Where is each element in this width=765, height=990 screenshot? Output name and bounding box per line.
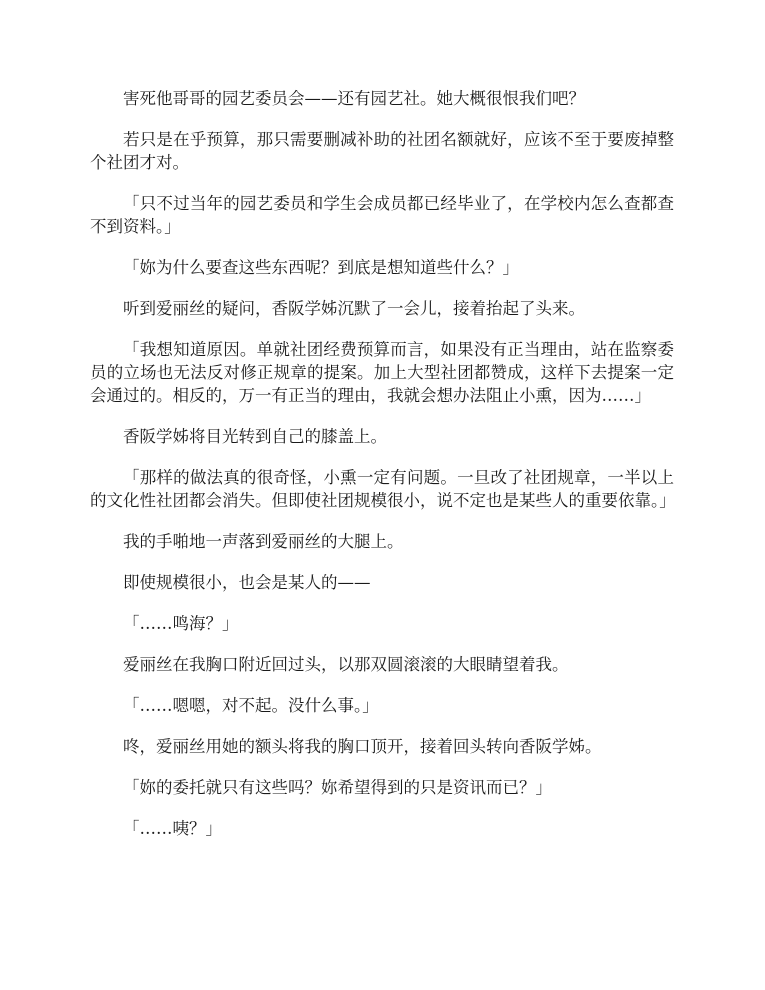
paragraph: 害死他哥哥的园艺委员会——还有园艺社。她大概很恨我们吧？ — [123, 89, 585, 108]
paragraph: 听到爱丽丝的疑问，香阪学姊沉默了一会儿，接着抬起了头来。 — [123, 299, 585, 318]
paragraph: 「妳为什么要查这些东西呢？到底是想知道些什么？」 — [123, 258, 519, 277]
paragraph: 即使规模很小，也会是某人的—— — [123, 573, 371, 592]
paragraph: 香阪学姊将目光转到自己的膝盖上。 — [123, 427, 387, 446]
paragraph: 「我想知道原因。单就社团经费预算而言，如果没有正当理由，站在监察委员的立场也无法反对修正规章的提案。加上大型社团都赞成，这样下去提案一定会通过的。相反的，万一有正当的理由，我就会想办法阻止小熏，因为……」 — [90, 340, 674, 405]
paragraph: 「……嗯嗯，对不起。没什么事。」 — [123, 696, 379, 715]
paragraph: 「妳的委托就只有这些吗？妳希望得到的只是资讯而已？」 — [123, 778, 552, 797]
paragraph: 「……鸣海？」 — [123, 614, 239, 633]
paragraph: 「只不过当年的园艺委员和学生会成员都已经毕业了，在学校内怎么查都查不到资料。」 — [90, 194, 674, 236]
document-body — [90, 87, 674, 858]
paragraph: 咚，爱丽丝用她的额头将我的胸口顶开，接着回头转向香阪学姊。 — [123, 737, 602, 756]
paragraph: 若只是在乎预算，那只需要删减补助的社团名额就好，应该不至于要废掉整个社团才对。 — [90, 130, 674, 172]
paragraph: 我的手啪地一声落到爱丽丝的大腿上。 — [123, 532, 404, 551]
paragraph: 爱丽丝在我胸口附近回过头，以那双圆滚滚的大眼睛望着我。 — [123, 655, 569, 674]
paragraph: 「……咦？」 — [123, 819, 222, 838]
paragraph: 「那样的做法真的很奇怪，小熏一定有问题。一旦改了社团规章，一半以上的文化性社团都会消失。但即使社团规模很小，说不定也是某些人的重要依靠。」 — [90, 468, 676, 510]
